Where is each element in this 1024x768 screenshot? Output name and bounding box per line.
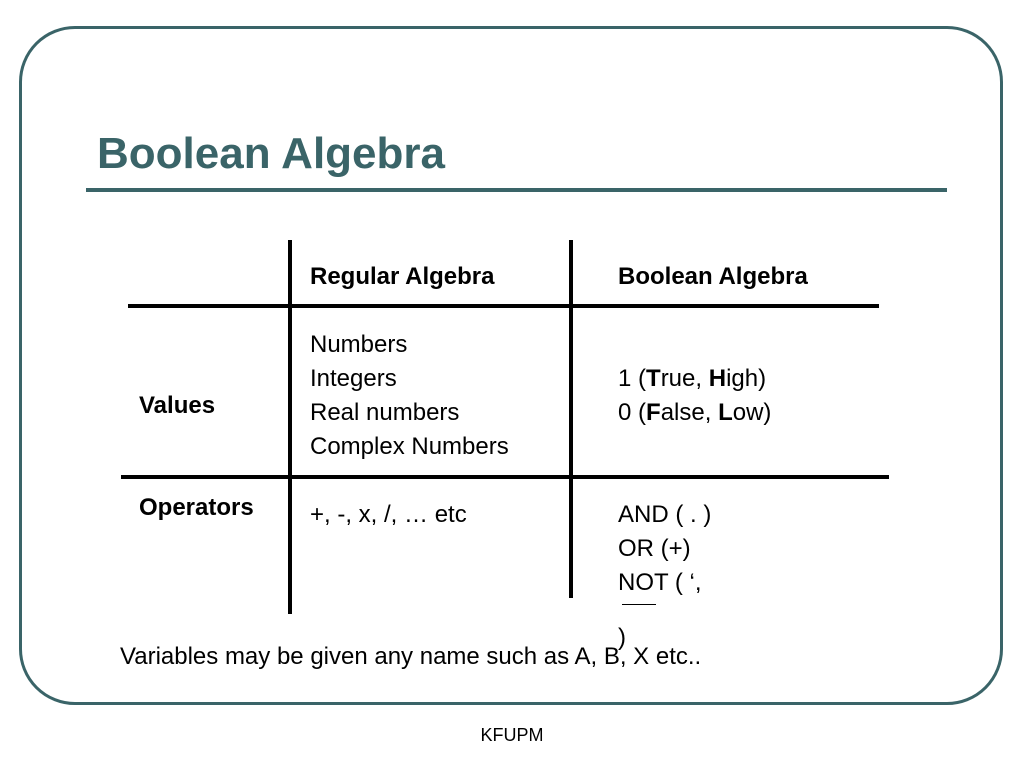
table-vline-right: [569, 240, 573, 598]
list-item: OR (+): [618, 535, 691, 562]
header-regular-algebra: Regular Algebra: [310, 263, 495, 290]
variables-note: Variables may be given any name such as A, B, X etc..: [120, 643, 702, 670]
table-hline-middle: [121, 475, 889, 479]
list-item: Numbers: [310, 331, 408, 358]
list-item: Integers: [310, 365, 397, 392]
list-item: AND ( . ): [618, 501, 712, 528]
slide-footer: KFUPM: [480, 725, 544, 745]
table-hline-header: [128, 304, 879, 308]
operators-regular: +, -, x, /, … etc: [310, 501, 467, 528]
row-label-operators: Operators: [139, 494, 254, 521]
title-underline: [86, 188, 947, 192]
list-item: 0 (False, Low): [618, 399, 772, 426]
overbar-symbol: [622, 604, 656, 621]
operators-boolean-list: [618, 498, 711, 655]
values-regular-list: [310, 328, 509, 464]
header-boolean-algebra: Boolean Algebra: [618, 263, 808, 290]
list-item: 1 (True, High): [618, 365, 767, 392]
table-vline-left: [288, 240, 292, 614]
list-item: NOT ( ‘, ): [618, 569, 702, 651]
values-boolean-list: [618, 362, 771, 430]
list-item: Real numbers: [310, 399, 460, 426]
row-label-values: Values: [139, 392, 216, 419]
slide-title: Boolean Algebra: [97, 129, 445, 178]
list-item: Complex Numbers: [310, 433, 509, 460]
